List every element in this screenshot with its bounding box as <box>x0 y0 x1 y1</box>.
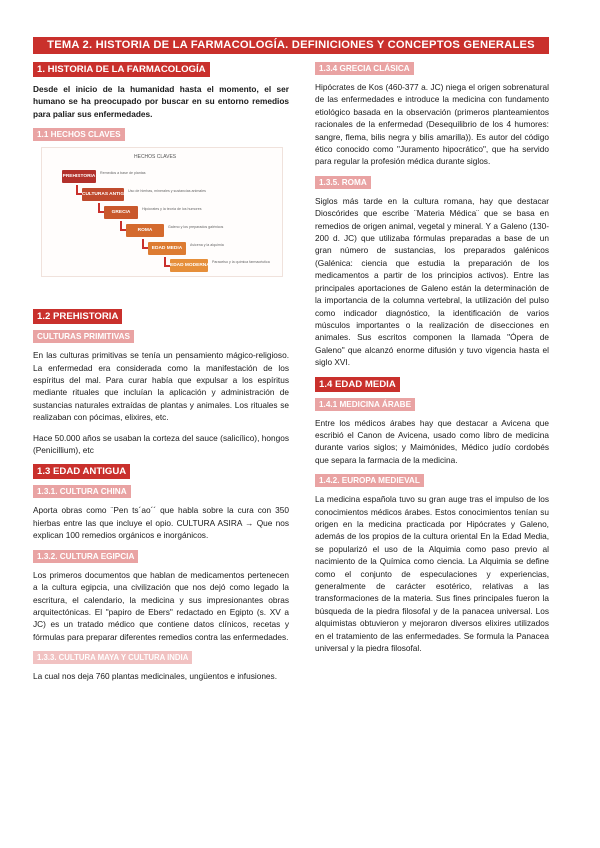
diagram-step-1: CULTURAS ANTIGUAS <box>82 188 124 201</box>
diagram-note-0: Remedios a base de plantas <box>100 171 146 176</box>
left-column <box>33 62 289 691</box>
europa-medieval-paragraph: La medicina española tuvo su gran auge tras el impulso de los conocimientos médicos árabes. Estos conocimientos tenían su origen en la medicina practicada por Hipócrates y Galeno, además de los propios de la cultura oriental En la Edad Media, se popularizó el uso de la Alquimia como paso previo al nacimiento de la Química como ciencia. La Alquimia se define como el conjunto de especulaciones y experiencias, generalmente de carácter esotérico, relativas a las transformaciones de la materia. Sus fines principales fueron la búsqueda de la piedra filosofal y de la panacea universal. Los alquimistas obtuvieron y mejoraron diversos elixires utilizados en el tratamiento de las enfermedades. Se formula la Panacea universal y la piedra filosofal. <box>315 494 549 654</box>
diagram-step-4: EDAD MEDIA <box>148 242 186 255</box>
diagram-step-5: EDAD MODERNA <box>170 259 208 272</box>
grecia-paragraph: Hipócrates de Kos (460-377 a. JC) niega el origen sobrenatural de las enfermedades e introduce la medicina con fundamento etiológico basada en la observación (primeros planteamientos racionales de la enfermedad (Desequilibrio de los 4 humores: sangre, flema, bilis negra y bilis amarilla)). Es autor del código ético conocido como "Juramento hipocrático", que ha servido para regular la profesión médica durante siglos. <box>315 82 549 167</box>
diagram-step-3: ROMA <box>126 224 164 237</box>
heading-europa-medieval: 1.4.2. EUROPA MEDIEVAL <box>315 474 424 487</box>
heading-hechos-claves: 1.1 HECHOS CLAVES <box>33 128 125 141</box>
prehistoria-paragraph-2: Hace 50.000 años se usaban la corteza del sauce (salicílico), hongos (Penicillium), etc <box>33 432 289 456</box>
heading-edad-media: 1.4 EDAD MEDIA <box>315 377 400 392</box>
heading-roma: 1.3.5. ROMA <box>315 176 371 189</box>
heading-cultura-maya-india: 1.3.3. CULTURA MAYA Y CULTURA INDIA <box>33 651 192 664</box>
heading-medicina-arabe: 1.4.1 MEDICINA ÁRABE <box>315 398 415 411</box>
cultura-egipcia-paragraph: Los primeros documentos que hablan de medicamentos pertenecen a la cultura egipcia, una civilización que nos dejó como legado la escritura, el calendario, la medicina y sus impresionantes obras arquitectónicas. El "papiro de Ebers" redactado en Egipto (s. XV a JC) es un tratado médico que contiene datos clínicos, recetas y fórmulas para preparar diferentes remedios contra las enfermedades. <box>33 569 289 642</box>
hechos-claves-diagram <box>41 147 283 277</box>
diagram-note-3: Galeno y los preparados galénicos <box>168 225 224 230</box>
diagram-note-5: Paracelso y la química farmacéutica <box>212 260 270 265</box>
heading-grecia-clasica: 1.3.4 GRECIA CLÁSICA <box>315 62 414 75</box>
heading-culturas-primitivas: CULTURAS PRIMITIVAS <box>33 330 134 343</box>
prehistoria-paragraph-1: En las culturas primitivas se tenía un pensamiento mágico-religioso. La enfermedad era considerada como la manifestación de los espíritus del mal. Para curar había que expulsar a los espíritus mediante rituales que incluían la aplicación y administración de sustancias naturales extraídas de plantas y animales. Los rituales se realizaban con pócimas, elixires, etc. <box>33 350 289 423</box>
cultura-china-paragraph: Aporta obras como ¨Pen ts´ao´´ que habla sobre la cura con 350 hierbas entre las que incluye el opio. CULTURA ASIRA → Que nos explican 100 remedios orgánicos e inorgánicos. <box>33 505 289 541</box>
heading-cultura-china: 1.3.1. CULTURA CHINA <box>33 485 131 498</box>
diagram-title: HECHOS CLAVES <box>134 154 177 161</box>
heading-cultura-egipcia: 1.3.2. CULTURA EGIPCIA <box>33 550 138 563</box>
roma-paragraph: Siglos más tarde en la cultura romana, hay que destacar Dioscórides que escribe ¨Materia Médica¨ que se basa en remedios de origen animal, vegetal y mineral. Y a Galeno (130-200 d. JC) que utilizaba fórmulas preparadas a base de un gran número de sustancias, los preparados galénicos (Galénica: ciencia que estudia la preparación de los medicamentos a partir de los principios activos). Entre las principales aportaciones de Galeno están la determinación de la importancia de la columna vertebral, la utilización del pulso como indicador diagnóstico, la identificación de varios músculos importantes o la realización de disecciones en animales. Sus escritos componen la llamada "Ópera de Galeno" que alcanzó enorme difusión y tuvo vigencia hasta el siglo XVI. <box>315 195 549 368</box>
diagram-note-2: Hipócrates y la teoría de los humores <box>142 207 202 212</box>
diagram-step-2: GRECIA <box>104 206 138 219</box>
diagram-note-1: Uso de hierbas, minerales y sustancias animales <box>128 189 206 194</box>
heading-prehistoria: 1.2 PREHISTORIA <box>33 309 122 324</box>
heading-edad-antigua: 1.3 EDAD ANTIGUA <box>33 464 130 479</box>
heading-historia: 1. HISTORIA DE LA FARMACOLOGÍA <box>33 62 210 77</box>
right-column <box>315 62 549 662</box>
medicina-arabe-paragraph: Entre los médicos árabes hay que destacar a Avicena que escribió el Canon de Avicena, usado como libro de medicina durante varios siglos; y Maimónides, Médico judío cordobés que separa la farmacia de la medicina. <box>315 417 549 465</box>
intro-paragraph: Desde el inicio de la humanidad hasta el momento, el ser humano se ha preocupado por buscar en su entorno remedios para paliar sus enfermedades. <box>33 84 289 119</box>
document-title: TEMA 2. HISTORIA DE LA FARMACOLOGÍA. DEFINICIONES Y CONCEPTOS GENERALES <box>33 37 549 54</box>
diagram-step-0: PREHISTORIA <box>62 170 96 183</box>
cultura-maya-india-paragraph: La cual nos deja 760 plantas medicinales, ungüentos e infusiones. <box>33 671 278 682</box>
diagram-note-4: Avicena y la alquimia <box>190 243 224 248</box>
